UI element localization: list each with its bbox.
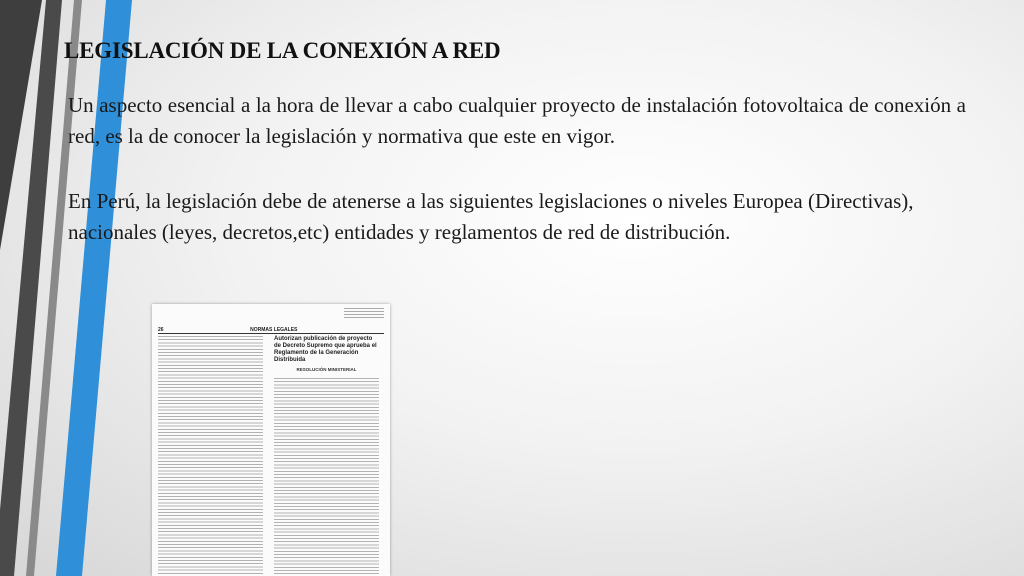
document-section: NORMAS LEGALES: [250, 327, 298, 333]
document-text-lines: [158, 336, 263, 576]
decorative-stripes: [0, 0, 140, 576]
document-text-lines: [274, 378, 379, 576]
slide-title: LEGISLACIÓN DE LA CONEXIÓN A RED: [64, 38, 501, 63]
legal-document-image: [152, 304, 390, 576]
intro-paragraph: Un aspecto esencial a la hora de llevar a cabo cualquier proyecto de instalación fotovoltaica de conexión a red, es la de conocer la legislación y normativa que este en vigor.: [68, 93, 966, 148]
document-header: [158, 324, 384, 334]
document-column-right: [274, 336, 379, 576]
document-stamp: [344, 308, 384, 320]
document-resolution: RESOLUCIÓN MINISTERIAL: [296, 367, 357, 372]
document-heading: Autorizan publicación de proyecto de Decreto Supremo que aprueba el Reglamento de la Generación Distribuida: [274, 336, 377, 363]
peru-legislation-paragraph: En Perú, la legislación debe de atenerse a las siguientes legislaciones o niveles Europea (Directivas), nacionales (leyes, decretos,etc) entidades y reglamentos de red de distribución.: [68, 189, 914, 244]
document-page-number: 26: [158, 327, 164, 333]
document-column-left: [158, 336, 263, 576]
